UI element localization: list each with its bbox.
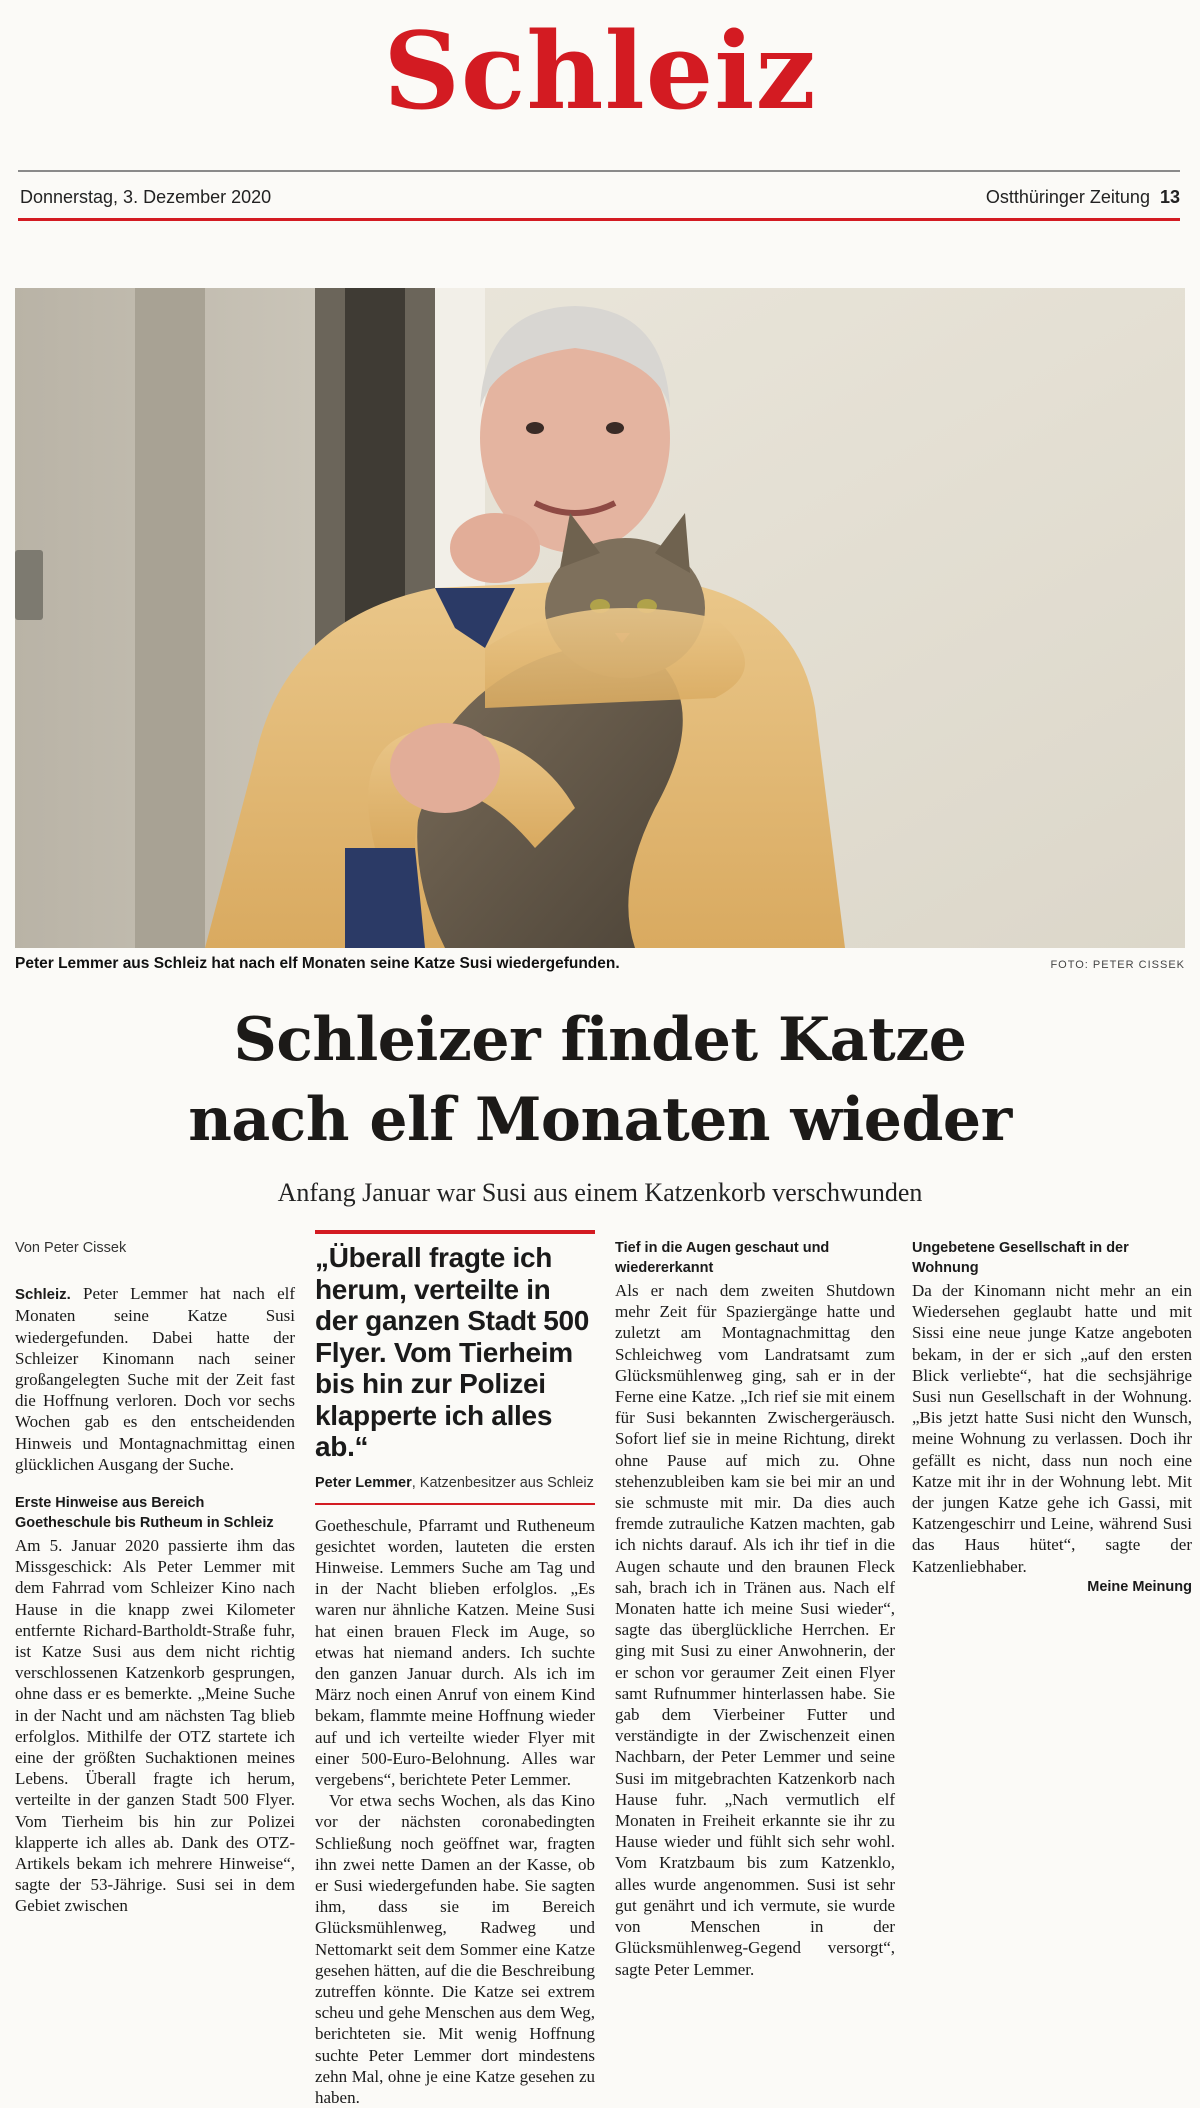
dateline-place: Schleiz. <box>15 1286 71 1304</box>
pull-quote-role: , Katzenbesitzer aus Schleiz <box>411 1474 594 1491</box>
pull-quote-name: Peter Lemmer <box>315 1474 412 1491</box>
section-title: Schleiz <box>383 8 817 133</box>
paragraph: Da der Kinomann nicht mehr an ein Wiedersehen geglaubt hatte und mit Sissi eine neue junge Katze angeboten bekam, in der er sich „auf den ersten Blick verliebte“, hat die sechsjährige Susi nun Gesellschaft in der Wohnung. „Bis jetzt hatte Susi nicht den Wunsch, meine Wohnung zu verlassen. Doch ihr gefällt es nicht, dass nun noch eine Katze mit ihr in der Wohnung lebt. Mit der jungen Katze gehe ich Gassi, mit Katzengeschirr und Leine, während Susi das Haus hütet“, sagte der Katzenliebhaber. <box>912 1281 1192 1576</box>
intertitle-3: Ungebetene Gesellschaft in der Wohnung <box>912 1240 1129 1276</box>
article-column-3 <box>615 1238 895 1980</box>
paragraph: Vor etwa sechs Wochen, als das Kino vor der nächsten coronabedingten Schließung noch geöffnet war, fragten ihn zwei nette Damen an der Kasse, ob er Susi wiedergefunden habe. Sie sagten ihm, dass sie im Bereich Glücksmühlenweg, Radweg und Nettomarkt seit dem Sommer eine Katze gesehen hätten, auf die die Beschreibung zutreffen könnte. Die Katze sei extrem scheu und gehe Menschen aus dem Weg, berichteten sie. Mit wenig Hoffnung suchte Peter Lemmer dort mindestens zehn Mal, ohne je eine Katze gesehen zu haben. <box>315 1791 595 2107</box>
newspaper-name: Ostthüringer Zeitung <box>985 187 1150 207</box>
pull-quote-rule <box>315 1503 595 1505</box>
paragraph: Am 5. Januar 2020 passierte ihm das Missgeschick: Als Peter Lemmer mit dem Fahrrad vom Schleizer Kino nach Hause in die knapp zwei Kilometer entfernte Richard-Bartholdt-Straße fuhr, ist Katze Susi aus dem nicht richtig verschlossenen Katzenkorb gesprungen, ohne dass er es bemerkte. „Meine Suche in der Nacht und am nächsten Tag blieb erfolglos. Mithilfe der OTZ startete ich eine der größten Suchaktionen meines Lebens. Überall fragte ich herum, verteilte in der ganzen Stadt 500 Flyer. Vom Tierheim bis hin zur Polizei klapperte ich alles ab. Dank des OTZ-Artikels bekam ich mehrere Hinweise“, sagte der 53-Jährige. Susi sei in dem Gebiet zwischen <box>15 1536 295 1916</box>
article-column-1 <box>15 1230 295 1917</box>
header-red-rule <box>18 218 1180 221</box>
article-subheadline: Anfang Januar war Susi aus einem Katzenkorb verschwunden <box>277 1178 923 1207</box>
page-number: 13 <box>1159 187 1180 207</box>
headline-line-2: nach elf Monaten wieder <box>188 1085 1012 1155</box>
publication-date: Donnerstag, 3. Dezember 2020 <box>20 187 272 207</box>
photo-caption: Peter Lemmer aus Schleiz hat nach elf Monaten seine Katze Susi wiedergefunden. <box>15 955 620 972</box>
pull-quote <box>315 1230 595 1505</box>
article-column-2 <box>315 1230 595 2108</box>
paragraph: Als er nach dem zweiten Shutdown mehr Zeit für Spaziergänge hatte und zuletzt am Montagnachmittag den Schleichweg vom Landratsamt zum Glücksmühlenweg ging, sah er in der Ferne eine Katze. „Ich rief sie mit einem für Susi bekannten Zwischergeräusch. Sofort lief sie in meine Richtung, direkt ohne Pause auf mich zu. Ohne stehenzubleiben kam sie bei mir an und sie schmuste mit mir. Da dies auch fremde zutrauliche Katzen machten, gab ich nichts darauf. Als ich ihr tief in die Augen schaute und den braunen Fleck sah, brach ich in Tränen aus. Nach elf Monaten hatte ich meine Susi wieder“, sagte das überglückliche Herrchen. Er ging mit Susi zu einer Anwohnerin, der er schon vor geraumer Zeit einen Flyer samt Rufnummer hinterlassen habe. Sie gab dem Vierbeiner Futter und verständigte in der Zwischenzeit einen Nachbarn, der Peter Lemmer und seine Susi im mitgebrachten Katzenkorb nach Hause fuhr. „Nach vermutlich elf Monaten in Freiheit erkannte sie ihr zu Hause wieder und fühlt sich sehr wohl. Vom Kratzbaum bis zum Katzenklo, alles wurde angenommen. Susi ist sehr gut genährt und ich vermute, sie wurde von Menschen in der Glücksmühlenweg-Gegend versorgt“, sagte Peter Lemmer. <box>615 1281 895 1979</box>
photo-credit: FOTO: PETER CISSEK <box>1050 959 1185 971</box>
intertitle-1: Erste Hinweise aus Bereich Goetheschule bis Rutheum in Schleiz <box>15 1495 274 1532</box>
commentary-teaser: Meine Meinung <box>1087 1578 1192 1595</box>
lead-paragraph <box>15 1283 295 1475</box>
headline-line-1: Schleizer findet Katze <box>233 1005 967 1075</box>
article-column-4 <box>912 1238 1192 1598</box>
pull-quote-attribution <box>315 1473 595 1493</box>
intertitle-2: Tief in die Augen geschaut und wiedererkannt <box>615 1240 830 1276</box>
top-divider <box>18 170 1180 172</box>
article-headline <box>0 1000 1200 1160</box>
pull-quote-text: „Überall fragte ich herum, verteilte in der ganzen Stadt 500 Flyer. Vom Tierheim bis hin zur Polizei klapperte ich alles ab.“ <box>315 1242 590 1462</box>
photo-illustration <box>15 288 1185 948</box>
newspaper-info <box>986 187 1180 208</box>
paragraph: Goetheschule, Pfarramt und Rutheneum gesichtet worden, lauteten die ersten Hinweise. Lemmers Suche am Tag und in der Nacht blieben erfolglos. „Es waren nur ähnliche Katzen. Meine Susi hat einen brauen Fleck im Auge, so etwas hat niemand anders. Ich suchte den ganzen Januar durch. Als ich im März noch einen Anruf von einem Kind bekam, flammte meine Hoffnung wieder auf und ich verteilte wieder Flyer mit einer 500-Euro-Belohnung. Alles war vergebens“, berichtete Peter Lemmer. <box>315 1515 595 1789</box>
article-photo <box>15 288 1185 948</box>
byline: Von Peter Cissek <box>15 1240 127 1256</box>
lead-text: Peter Lemmer hat nach elf Monaten seine Katze Susi wiedergefunden. Dabei hatte der Schleizer Kinomann nach seiner großangelegten Suche mit der Zeit fast die Hoffnung verloren. Doch vor sechs Wochen gab es den entscheidenden Hinweis und Montagnachmittag einen glücklichen Ausgang der Suche. <box>15 1284 295 1474</box>
